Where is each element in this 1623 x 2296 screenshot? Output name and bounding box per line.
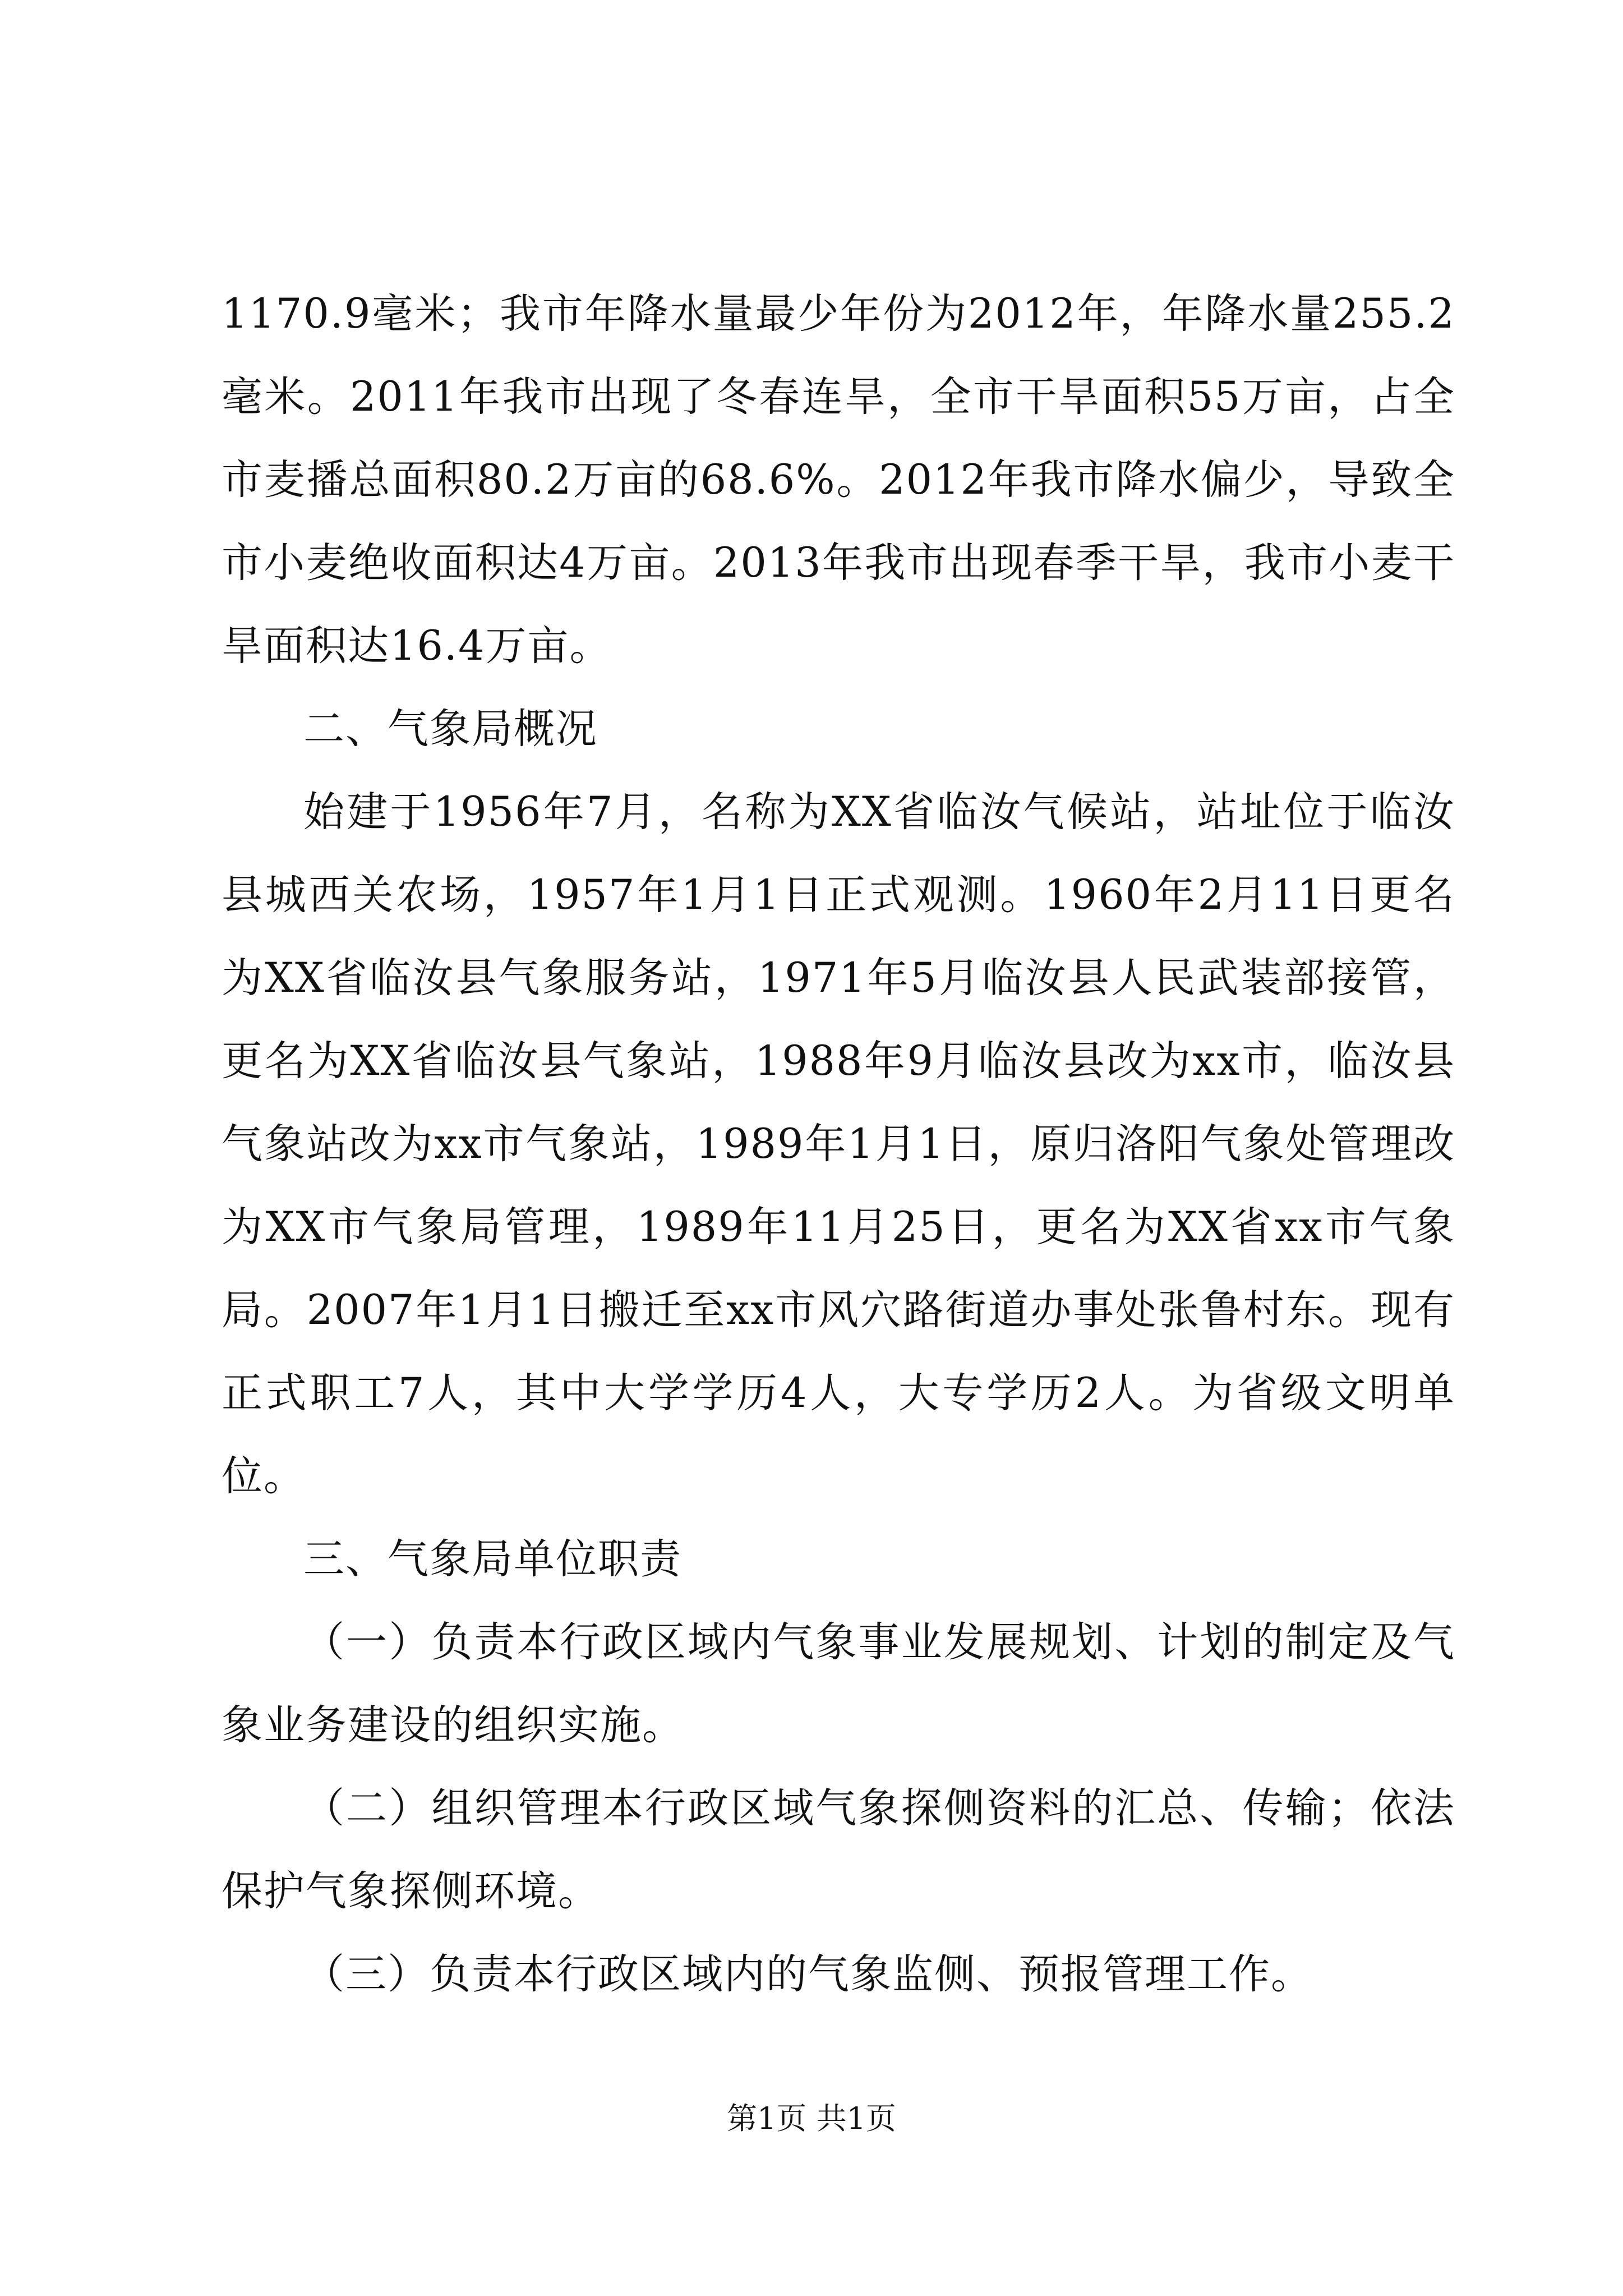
duty-item-2: （二）组织管理本行政区域气象探侧资料的汇总、传输；依法保护气象探侧环境。 — [222, 1784, 1455, 1915]
duty-item-1: （一）负责本行政区域内气象事业发展规划、计划的制定及气象业务建设的组织实施。 — [222, 1618, 1455, 1749]
page-number-footer: 第1页 共1页 — [727, 2101, 896, 2136]
paragraph-history: 始建于1956年7月，名称为XX省临汝气候站，站址位于临汝县城西关农场，1957年1月1日正式观测。1960年2月11日更名为XX省临汝县气象服务站，1971年5月临汝县人民武装部接管，更名为XX省临汝县气象站，1988年9月临汝县改为xx市，临汝县气象站改为xx市气象站，1989年1月1日，原归洛阳气象处管理改为XX市气象局管理，1989年11月25日，更名为XX省xx市气象局。2007年1月1日搬迁至xx市风穴路街道办事处张鲁村东。现有正式职工7人，其中大学学历4人，大专学历2人。为省级文明单位。 — [222, 788, 1455, 1500]
section-heading-overview: 二、气象局概况 — [303, 705, 598, 753]
document-body — [222, 273, 1455, 2016]
paragraph-rainfall: 1170.9毫米；我市年降水量最少年份为2012年，年降水量255.2毫米。2011年我市出现了冬春连旱，全市干旱面积55万亩，占全市麦播总面积80.2万亩的68.6%。2012年我市降水偏少，导致全市小麦绝收面积达4万亩。2013年我市出现春季干旱，我市小麦干旱面积达16.4万亩。 — [222, 290, 1455, 670]
section-heading-duties: 三、气象局单位职责 — [303, 1535, 682, 1583]
duty-item-3: （三）负责本行政区域内的气象监侧、预报管理工作。 — [303, 1950, 1313, 1998]
